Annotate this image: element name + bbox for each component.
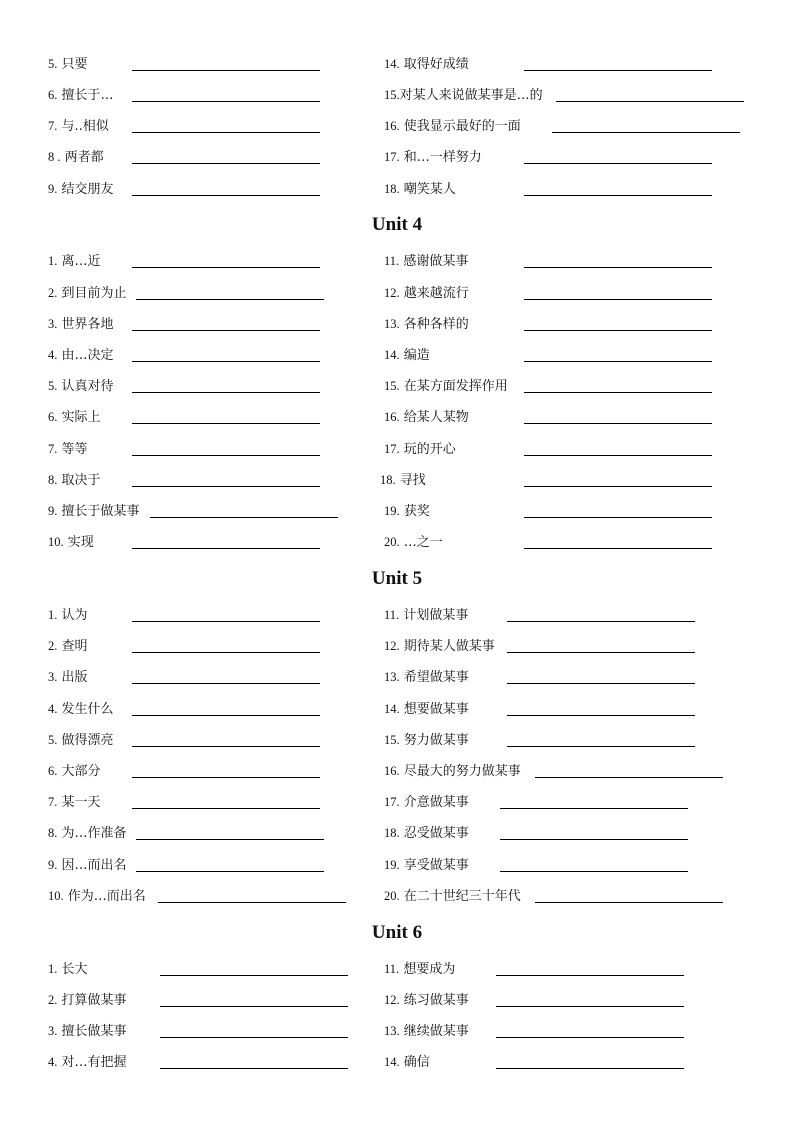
list-item <box>384 282 469 304</box>
answer-blank[interactable] <box>507 652 695 653</box>
item-label: 擅长做某事 <box>61 1024 127 1039</box>
list-item <box>48 375 114 397</box>
item-number: 2. <box>48 993 58 1007</box>
item-label: 努力做某事 <box>403 733 469 748</box>
answer-blank[interactable] <box>524 330 712 331</box>
item-label: 越来越流行 <box>403 286 469 301</box>
answer-blank[interactable] <box>524 361 712 362</box>
item-number: 7. <box>48 119 58 133</box>
item-label: 介意做某事 <box>403 795 469 810</box>
item-label: 发生什么 <box>61 702 114 717</box>
answer-blank[interactable] <box>524 299 712 300</box>
item-label: 两者都 <box>64 150 104 165</box>
list-item <box>48 760 101 782</box>
answer-blank[interactable] <box>150 517 338 518</box>
list-item <box>48 344 114 366</box>
item-label: 获奖 <box>403 504 430 519</box>
answer-blank[interactable] <box>132 163 320 164</box>
answer-blank[interactable] <box>136 871 324 872</box>
answer-blank[interactable] <box>507 621 695 622</box>
list-item <box>384 958 455 980</box>
item-number: 10. <box>48 889 64 903</box>
answer-blank[interactable] <box>160 975 348 976</box>
item-label: 认为 <box>61 608 88 623</box>
item-number: 3. <box>48 317 58 331</box>
item-number: 8 . <box>48 150 61 164</box>
item-number: 14. <box>384 702 400 716</box>
answer-blank[interactable] <box>500 808 688 809</box>
item-number: 9. <box>48 504 58 518</box>
answer-blank[interactable] <box>507 683 695 684</box>
list-item <box>48 958 88 980</box>
answer-blank[interactable] <box>132 392 320 393</box>
item-label: 嘲笑某人 <box>403 182 456 197</box>
item-number: 3. <box>48 1024 58 1038</box>
list-item <box>48 666 88 688</box>
item-number: 14. <box>384 1055 400 1069</box>
item-label: 玩的开心 <box>403 442 456 457</box>
answer-blank[interactable] <box>136 299 324 300</box>
item-label: 想要做某事 <box>403 702 469 717</box>
item-number: 8. <box>48 826 58 840</box>
list-item <box>384 729 469 751</box>
item-number: 12. <box>384 993 400 1007</box>
list-item <box>48 822 127 844</box>
answer-blank[interactable] <box>158 902 346 903</box>
answer-blank[interactable] <box>524 267 712 268</box>
item-number: 9. <box>48 858 58 872</box>
list-item <box>48 500 140 522</box>
list-item <box>48 250 101 272</box>
item-number: 18. <box>380 473 396 487</box>
item-number: 8. <box>48 473 58 487</box>
item-number: 18. <box>384 826 400 840</box>
item-number: 15. <box>384 88 400 102</box>
list-item <box>384 531 443 553</box>
item-label: 尽最大的努力做某事 <box>403 764 521 779</box>
answer-blank[interactable] <box>496 1006 684 1007</box>
answer-blank[interactable] <box>500 839 688 840</box>
item-number: 5. <box>48 379 58 393</box>
answer-blank[interactable] <box>136 839 324 840</box>
list-item <box>384 53 469 75</box>
answer-blank[interactable] <box>132 652 320 653</box>
item-label: 世界各地 <box>61 317 114 332</box>
item-label: 计划做某事 <box>403 608 469 623</box>
item-number: 13. <box>384 317 400 331</box>
list-item <box>384 375 508 397</box>
answer-blank[interactable] <box>524 163 712 164</box>
item-number: 9. <box>48 182 58 196</box>
item-label: 取决于 <box>61 473 101 488</box>
list-item <box>48 989 127 1011</box>
answer-blank[interactable] <box>132 70 320 71</box>
list-item <box>384 115 521 137</box>
list-item <box>384 344 430 366</box>
item-number: 11. <box>384 608 400 622</box>
item-label: 为…作准备 <box>61 826 127 841</box>
item-number: 16. <box>384 119 400 133</box>
item-label: 使我显示最好的一面 <box>403 119 521 134</box>
list-item <box>48 469 101 491</box>
list-item <box>384 1051 430 1073</box>
item-label: 某一天 <box>61 795 101 810</box>
list-item <box>384 146 482 168</box>
item-label: 擅长于做某事 <box>61 504 140 519</box>
answer-blank[interactable] <box>535 777 723 778</box>
item-number: 1. <box>48 962 58 976</box>
answer-blank[interactable] <box>496 975 684 976</box>
item-number: 15. <box>384 733 400 747</box>
item-number: 20. <box>384 889 400 903</box>
item-label: 期待某人做某事 <box>403 639 495 654</box>
answer-blank[interactable] <box>132 621 320 622</box>
item-label: 查明 <box>61 639 88 654</box>
answer-blank[interactable] <box>524 423 712 424</box>
item-number: 13. <box>384 670 400 684</box>
item-label: 希望做某事 <box>403 670 469 685</box>
list-item <box>384 760 521 782</box>
list-item <box>48 406 101 428</box>
item-number: 19. <box>384 858 400 872</box>
list-item <box>48 313 114 335</box>
answer-blank[interactable] <box>132 330 320 331</box>
unit-4-heading: Unit 4 <box>371 214 423 235</box>
list-item <box>48 635 88 657</box>
item-label: 编造 <box>403 348 430 363</box>
list-item <box>384 1020 469 1042</box>
list-item <box>384 791 469 813</box>
item-label: 练习做某事 <box>403 993 469 1008</box>
item-number: 19. <box>384 504 400 518</box>
answer-blank[interactable] <box>132 808 320 809</box>
item-label: 各种各样的 <box>403 317 469 332</box>
answer-blank[interactable] <box>132 455 320 456</box>
item-number: 16. <box>384 410 400 424</box>
list-item <box>48 115 109 137</box>
item-label: 长大 <box>61 962 88 977</box>
item-number: 6. <box>48 88 58 102</box>
list-item <box>48 791 101 813</box>
answer-blank[interactable] <box>507 746 695 747</box>
item-number: 15. <box>384 379 400 393</box>
list-item <box>48 84 114 106</box>
item-number: 17. <box>384 795 400 809</box>
answer-blank[interactable] <box>524 548 712 549</box>
list-item <box>48 146 104 168</box>
item-number: 7. <box>48 795 58 809</box>
item-number: 7. <box>48 442 58 456</box>
item-label: 由…决定 <box>61 348 114 363</box>
list-item <box>384 250 468 272</box>
list-item <box>384 635 495 657</box>
answer-blank[interactable] <box>132 777 320 778</box>
answer-blank[interactable] <box>507 715 695 716</box>
list-item <box>48 698 114 720</box>
item-number: 13. <box>384 1024 400 1038</box>
item-label: 实现 <box>67 535 94 550</box>
item-label: 认真对待 <box>61 379 114 394</box>
answer-blank[interactable] <box>496 1037 684 1038</box>
answer-blank[interactable] <box>132 101 320 102</box>
item-number: 4. <box>48 348 58 362</box>
item-label: 感谢做某事 <box>403 254 469 269</box>
item-label: 因…而出名 <box>61 858 127 873</box>
item-number: 11. <box>384 254 400 268</box>
list-item <box>48 729 114 751</box>
list-item <box>384 822 469 844</box>
item-label: 给某人某物 <box>403 410 469 425</box>
answer-blank[interactable] <box>160 1068 348 1069</box>
item-label: 取得好成绩 <box>403 57 469 72</box>
item-label: 寻找 <box>399 473 426 488</box>
item-label: 对某人来说做某事是…的 <box>399 88 543 103</box>
answer-blank[interactable] <box>132 132 320 133</box>
answer-blank[interactable] <box>524 517 712 518</box>
item-number: 2. <box>48 286 58 300</box>
item-label: 和…一样努力 <box>403 150 482 165</box>
item-number: 17. <box>384 442 400 456</box>
answer-blank[interactable] <box>524 70 712 71</box>
answer-blank[interactable] <box>535 902 723 903</box>
answer-blank[interactable] <box>132 486 320 487</box>
answer-blank[interactable] <box>496 1068 684 1069</box>
item-label: 作为…而出名 <box>67 889 146 904</box>
item-number: 3. <box>48 670 58 684</box>
item-number: 20. <box>384 535 400 549</box>
list-item <box>48 885 146 907</box>
item-label: 擅长于… <box>61 88 114 103</box>
list-item <box>48 1051 127 1073</box>
answer-blank[interactable] <box>132 746 320 747</box>
list-item <box>384 885 521 907</box>
item-label: 大部分 <box>61 764 101 779</box>
item-label: 到目前为止 <box>61 286 127 301</box>
item-label: 与..相似 <box>61 119 109 134</box>
list-item <box>384 989 469 1011</box>
list-item <box>380 469 426 491</box>
item-number: 11. <box>384 962 400 976</box>
item-label: 在某方面发挥作用 <box>403 379 508 394</box>
answer-blank[interactable] <box>132 423 320 424</box>
answer-blank[interactable] <box>524 392 712 393</box>
list-item <box>384 854 469 876</box>
item-number: 18. <box>384 182 400 196</box>
item-number: 1. <box>48 254 58 268</box>
list-item <box>384 178 456 200</box>
item-number: 5. <box>48 57 58 71</box>
answer-blank[interactable] <box>500 871 688 872</box>
item-number: 14. <box>384 57 400 71</box>
list-item <box>48 53 88 75</box>
list-item <box>48 604 88 626</box>
item-number: 12. <box>384 286 400 300</box>
list-item <box>384 666 469 688</box>
list-item <box>384 500 430 522</box>
answer-blank[interactable] <box>132 715 320 716</box>
item-label: 等等 <box>61 442 88 457</box>
item-number: 12. <box>384 639 400 653</box>
list-item <box>48 1020 127 1042</box>
item-number: 2. <box>48 639 58 653</box>
item-label: 在二十世纪三十年代 <box>403 889 521 904</box>
answer-blank[interactable] <box>552 132 740 133</box>
item-label: 想要成为 <box>403 962 456 977</box>
answer-blank[interactable] <box>132 361 320 362</box>
item-number: 6. <box>48 764 58 778</box>
list-item <box>48 531 94 553</box>
list-item <box>48 438 88 460</box>
item-number: 1. <box>48 608 58 622</box>
list-item <box>384 698 469 720</box>
list-item <box>48 178 114 200</box>
list-item <box>384 604 468 626</box>
answer-blank[interactable] <box>132 548 320 549</box>
item-label: 出版 <box>61 670 88 685</box>
list-item <box>384 406 469 428</box>
item-label: 只要 <box>61 57 88 72</box>
answer-blank[interactable] <box>132 195 320 196</box>
item-number: 5. <box>48 733 58 747</box>
list-item <box>384 313 469 335</box>
item-number: 10. <box>48 535 64 549</box>
answer-blank[interactable] <box>556 101 744 102</box>
answer-blank[interactable] <box>524 486 712 487</box>
answer-blank[interactable] <box>160 1037 348 1038</box>
item-label: …之一 <box>403 535 443 550</box>
item-label: 打算做某事 <box>61 993 127 1008</box>
list-item <box>48 854 127 876</box>
item-label: 忍受做某事 <box>403 826 469 841</box>
item-label: 结交朋友 <box>61 182 114 197</box>
unit-6-heading: Unit 6 <box>371 922 423 943</box>
item-label: 实际上 <box>61 410 101 425</box>
item-number: 16. <box>384 764 400 778</box>
item-number: 4. <box>48 1055 58 1069</box>
unit-5-heading: Unit 5 <box>371 568 423 589</box>
item-number: 17. <box>384 150 400 164</box>
item-label: 对…有把握 <box>61 1055 127 1070</box>
item-label: 离…近 <box>61 254 101 269</box>
item-label: 做得漂亮 <box>61 733 114 748</box>
answer-blank[interactable] <box>132 683 320 684</box>
answer-blank[interactable] <box>524 455 712 456</box>
item-number: 4. <box>48 702 58 716</box>
item-number: 6. <box>48 410 58 424</box>
item-number: 14. <box>384 348 400 362</box>
list-item <box>384 84 543 106</box>
answer-blank[interactable] <box>160 1006 348 1007</box>
item-label: 继续做某事 <box>403 1024 469 1039</box>
item-label: 享受做某事 <box>403 858 469 873</box>
list-item <box>384 438 456 460</box>
answer-blank[interactable] <box>132 267 320 268</box>
list-item <box>48 282 127 304</box>
answer-blank[interactable] <box>524 195 712 196</box>
item-label: 确信 <box>403 1055 430 1070</box>
